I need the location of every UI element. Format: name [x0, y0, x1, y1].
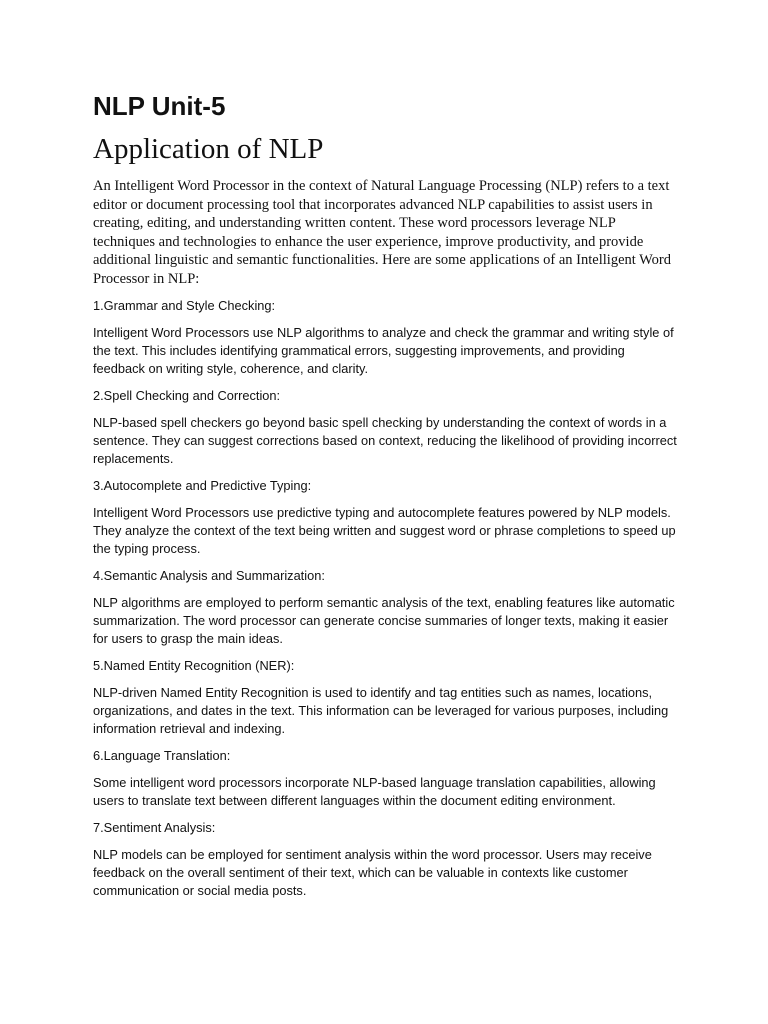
section-semantic-analysis — [93, 567, 678, 648]
section-heading: 2.Spell Checking and Correction: — [93, 387, 281, 403]
section-sentiment — [93, 819, 678, 900]
section-body: Intelligent Word Processors use predictive typing and autocomplete features powered by NLP models. They analyze the context of the text being written and suggest word or phrase completions to speed up the typing process. — [93, 504, 676, 556]
section-body: NLP-driven Named Entity Recognition is used to identify and tag entities such as names, locations, organizations, and dates in the text. This information can be leveraged for various purposes, including information retrieval and indexing. — [93, 684, 669, 736]
section-body: Some intelligent word processors incorporate NLP-based language translation capabilities, allowing users to translate text between different languages within the document editing environment. — [93, 774, 656, 808]
section-spell-checking — [93, 387, 678, 468]
section-body: NLP-based spell checkers go beyond basic spell checking by understanding the context of words in a sentence. They can suggest corrections based on context, reducing the likelihood of providing incorrect replacements. — [93, 414, 677, 466]
section-ner — [93, 657, 678, 738]
intro-paragraph: An Intelligent Word Processor in the context of Natural Language Processing (NLP) refers to a text editor or document processing tool that incorporates advanced NLP capabilities to assist users in creating, editing, and understanding written content. These word processors leverage NLP techniques and technologies to enhance the user experience, improve productivity, and provide additional linguistic and semantic functionalities. Here are some applications of an Intelligent Word Processor in NLP: — [93, 178, 671, 287]
section-heading: 3.Autocomplete and Predictive Typing: — [93, 477, 312, 493]
section-heading: 4.Semantic Analysis and Summarization: — [93, 567, 325, 583]
section-body: Intelligent Word Processors use NLP algorithms to analyze and check the grammar and writing style of the text. This includes identifying grammatical errors, suggesting improvements, and providing feedback on writing style, coherence, and clarity. — [93, 324, 674, 376]
section-heading: 7.Sentiment Analysis: — [93, 819, 216, 835]
section-autocomplete — [93, 477, 678, 558]
section-body: NLP algorithms are employed to perform semantic analysis of the text, enabling features like automatic summarization. The word processor can generate concise summaries of longer texts, making it easier for users to grasp the main ideas. — [93, 594, 675, 646]
section-translation — [93, 747, 678, 810]
section-heading: 1.Grammar and Style Checking: — [93, 297, 276, 313]
section-heading: 5.Named Entity Recognition (NER): — [93, 657, 295, 673]
section-heading: 6.Language Translation: — [93, 747, 231, 763]
unit-title: NLP Unit-5 — [93, 91, 226, 121]
section-grammar — [93, 297, 678, 378]
document-title: Application of NLP — [93, 133, 324, 165]
section-body: NLP models can be employed for sentiment analysis within the word processor. Users may receive feedback on the overall sentiment of their text, which can be valuable in contexts like customer communication or social media posts. — [93, 846, 652, 898]
